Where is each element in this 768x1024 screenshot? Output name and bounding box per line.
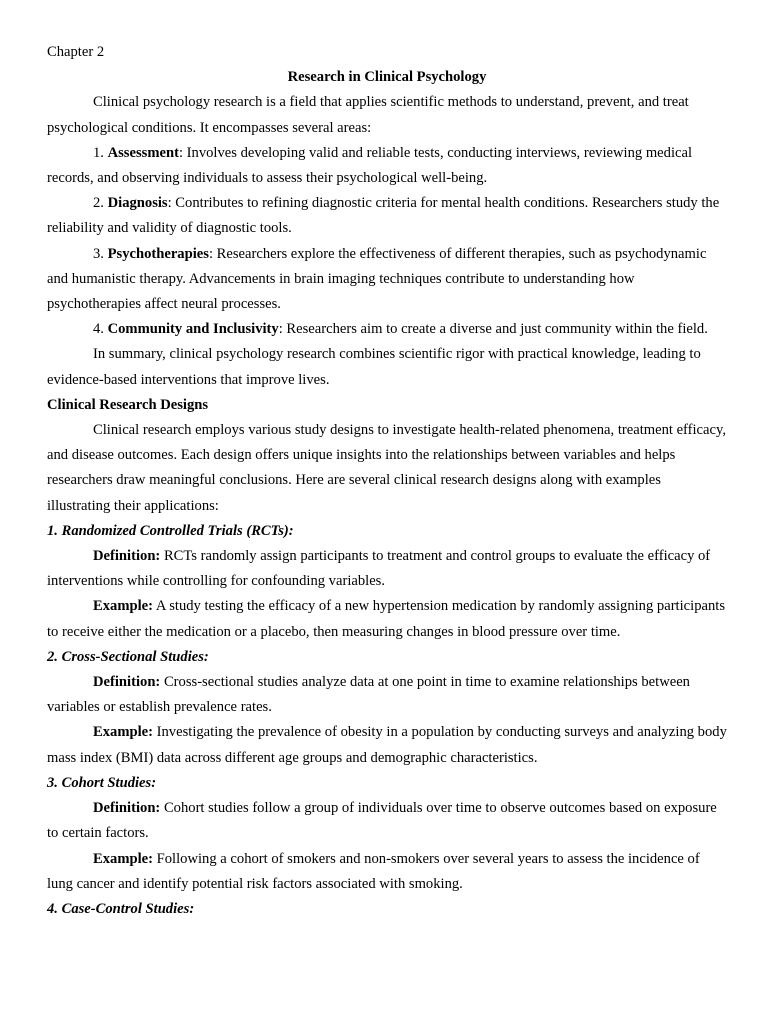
definition-text: Cross-sectional studies analyze data at one point in time to examine relationships between variables or establish prevalence rates. bbox=[47, 674, 690, 716]
area-text: : Researchers aim to create a diverse and just community within the field. bbox=[278, 321, 708, 338]
intro-paragraph: Clinical psychology research is a field that applies scientific methods to understand, prevent, and treat psychological conditions. It encompasses several areas: bbox=[47, 94, 689, 136]
section-heading: Clinical Research Designs bbox=[47, 396, 209, 413]
definition-label: Definition: bbox=[93, 548, 161, 565]
example-text: Investigating the prevalence of obesity in a population by conducting surveys and analyzing body mass index (BMI) data across different age groups and demographic characteristics. bbox=[47, 724, 727, 766]
definition-label: Definition: bbox=[93, 800, 161, 817]
chapter-label: Chapter 2 bbox=[47, 44, 105, 60]
section-intro-paragraph: Clinical research employs various study designs to investigate health-related phenomena, treatment efficacy, and disease outcomes. Each design offers unique insights into the relationships between variables and helps researchers draw meaningful conclusions. Here are several clinical research designs along with examples illustrating their applications: bbox=[47, 422, 726, 514]
area-term: Assessment bbox=[107, 144, 179, 161]
design-example bbox=[47, 594, 727, 644]
area-number: 3. bbox=[93, 245, 108, 262]
design-example bbox=[47, 720, 727, 770]
definition-text: RCTs randomly assign participants to treatment and control groups to evaluate the efficacy of interventions while controlling for confounding variables. bbox=[47, 548, 711, 590]
example-label: Example: bbox=[93, 850, 153, 867]
area-term: Community and Inclusivity bbox=[107, 321, 279, 338]
design-definition bbox=[47, 544, 727, 594]
design-definition bbox=[47, 796, 727, 846]
area-item-assessment bbox=[47, 141, 727, 191]
area-item-psychotherapies bbox=[47, 242, 727, 318]
design-heading-cohort: 3. Cohort Studies: bbox=[47, 774, 157, 791]
example-label: Example: bbox=[93, 724, 153, 741]
design-definition bbox=[47, 670, 727, 720]
design-heading-case-control: 4. Case-Control Studies: bbox=[47, 900, 195, 917]
area-item-diagnosis bbox=[47, 191, 727, 241]
design-heading-rct: 1. Randomized Controlled Trials (RCTs): bbox=[47, 522, 294, 539]
definition-label: Definition: bbox=[93, 674, 161, 691]
area-number: 2. bbox=[93, 195, 108, 212]
area-text: : Involves developing valid and reliable tests, conducting interviews, reviewing medical records, and observing individuals to assess their psychological well-being. bbox=[47, 144, 693, 187]
document-body bbox=[47, 40, 727, 922]
area-text: : Contributes to refining diagnostic criteria for mental health conditions. Researchers study the reliability and validity of diagnostic tools. bbox=[47, 195, 720, 237]
area-number: 1. bbox=[93, 144, 108, 161]
summary-paragraph: In summary, clinical psychology research combines scientific rigor with practical knowledge, leading to evidence-based interventions that improve lives. bbox=[47, 346, 701, 388]
definition-text: Cohort studies follow a group of individuals over time to observe outcomes based on exposure to certain factors. bbox=[47, 800, 717, 842]
design-example bbox=[47, 847, 727, 897]
example-label: Example: bbox=[93, 598, 153, 615]
area-number: 4. bbox=[93, 321, 108, 338]
document-title: Research in Clinical Psychology bbox=[287, 69, 487, 86]
area-term: Psychotherapies bbox=[107, 245, 209, 262]
area-item-community bbox=[47, 317, 727, 342]
design-heading-cross-sectional: 2. Cross-Sectional Studies: bbox=[47, 648, 209, 665]
example-text: Following a cohort of smokers and non-smokers over several years to assess the incidence of lung cancer and identify potential risk factors associated with smoking. bbox=[47, 850, 700, 892]
area-text: : Researchers explore the effectiveness of different therapies, such as psychodynamic and humanistic therapy. Advancements in brain imaging techniques contribute to understanding how psychotherapies affect neural processes. bbox=[47, 245, 707, 313]
area-term: Diagnosis bbox=[107, 195, 168, 212]
example-text: A study testing the efficacy of a new hypertension medication by randomly assigning participants to receive either the medication or a placebo, then measuring changes in blood pressure over time. bbox=[47, 598, 725, 640]
